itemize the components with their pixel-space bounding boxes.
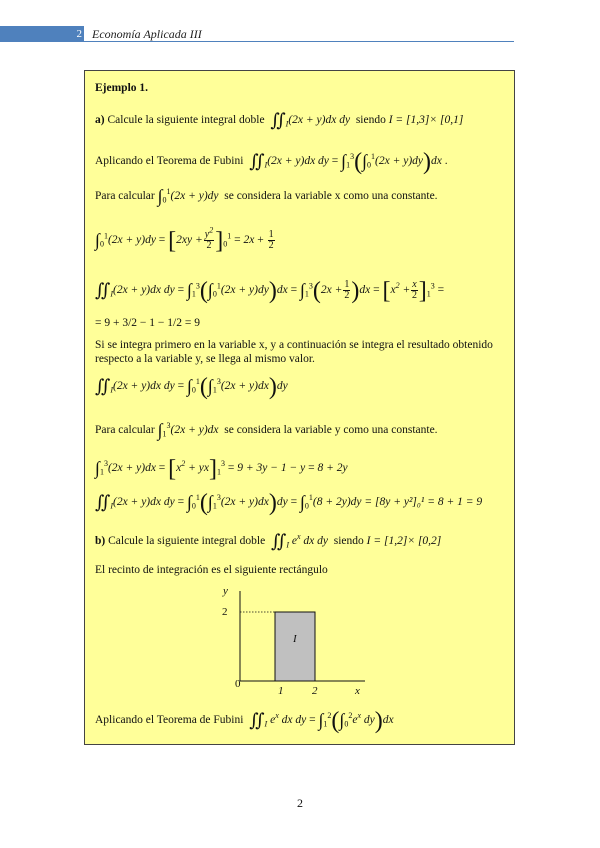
part-b-text: Calcule la siguiente integral doble (108, 535, 266, 547)
part-a-text: Calcule la siguiente integral doble (107, 114, 265, 126)
inner-integral-line: $\int_0^1(2x + y)dy = [2xy$ + $\frac{y^2}{2}$ ]$_0^1 = 2x$ + $\frac{1}{2}$ (95, 225, 274, 255)
fubini-text-b: Aplicando el Teorema de Fubini (95, 714, 244, 726)
part-a-statement: a) Calcule la siguiente integral doble $∬_I(2x + y)dx$ dy siendo I = [1,3]× [0,1] (95, 110, 464, 130)
fubini-line-a: Aplicando el Teorema de Fubini $∬_I(2x + y)dx$ dy = $\int_1^3(\int_0^1(2x + y)dy)dx$ . (95, 149, 448, 175)
para-y-rest: se considera la variable y como una constante. (224, 424, 438, 436)
inner-x-integral-line: $\int_1^3(2x + y)dx = [x^2 + yx]_1^3 = 9 + 3y - 1 - y = 8 + 2y$ (95, 456, 348, 482)
para-calcular-label: Para calcular (95, 190, 155, 202)
part-a-label: a) (95, 114, 105, 126)
y-tick-label: 2 (222, 606, 228, 618)
fubini-line-b: Aplicando el Teorema de Fubini $∬_I$ $e^x$ dx dy = $\int_1^2(\int_0^2e^x$ dy)dx (95, 708, 394, 734)
result-line-a: = 9 + 3/2 − 1 − 1/2 = 9 (95, 317, 200, 329)
part-a-siendo: siendo (355, 114, 386, 126)
header-rule (84, 41, 514, 42)
footer-page-number: 2 (297, 796, 303, 810)
para-calcular-label-2: Para calcular (95, 424, 155, 436)
page-header (0, 26, 600, 42)
part-b-region: I = [1,2]× [0,2] (366, 535, 442, 547)
reverse-order-text: Si se integra primero en la variable x, y a continuación se integra el resultado obtenido respecto a la variable y, se llega al mismo valor. (95, 339, 493, 365)
para-x-rest: se considera la variable x como una constante. (224, 190, 438, 202)
reverse-integral-line: $∬_I(2x + y)dx$ dy = $\int_0^1(\int_1^3(2x + y)dx)dy$ (95, 374, 288, 400)
integration-region-figure (215, 583, 375, 698)
example-heading: Ejemplo 1. (95, 82, 149, 94)
y-axis-label: y (223, 585, 228, 597)
region-rectangle (275, 612, 315, 681)
header-title: Economía Aplicada III (92, 27, 202, 41)
x-tick-1-label: 1 (278, 685, 284, 697)
recinto-text: El recinto de integración es el siguiente rectángulo (95, 564, 328, 576)
part-b-statement: b) Calcule la siguiente integral doble $∬_I$ $e^x$ dx dy siendo I = [1,2]× [0,2] (95, 531, 442, 551)
x-tick-2-label: 2 (312, 685, 318, 697)
x-axis-label: x (355, 685, 360, 697)
outer-integral-line: $∬_I(2x + y)dx$ dy = $\int_1^3(\int_0^1(2x + y)dy)dx = \int_1^3(2x$ + $\frac{1}{2}$ )$dx = [x^2$ + $\frac{x}{2}$ ]$_1^3$ = (95, 278, 445, 305)
fubini-text-a: Aplicando el Teorema de Fubini (95, 155, 244, 167)
part-b-label: b) (95, 535, 106, 547)
header-page-number: 2 (76, 28, 82, 40)
final-result: = [8y + y²]₀¹ = 8 + 1 = 9 (364, 496, 483, 508)
part-a-region: I = [1,3]× [0,1] (388, 114, 464, 126)
para-calcular-x-line: Para calcular $\int_0^1(2x + y)dy$ se considera la variable x como una constante. (95, 186, 438, 206)
para-calcular-y-line: Para calcular $\int_1^3(2x + y)dx$ se considera la variable y como una constante. (95, 420, 438, 440)
region-label: I (293, 633, 297, 645)
part-b-siendo: siendo (333, 535, 364, 547)
origin-label: 0 (235, 678, 241, 690)
final-integral-line: $∬_I(2x + y)dx$ dy = $\int_0^1(\int_1^3(2x + y)dx)dy = \int_0^1(8 + 2y)dy = [8y + y^2]_0^1 = 8 + 1 = 9$ (95, 490, 483, 516)
